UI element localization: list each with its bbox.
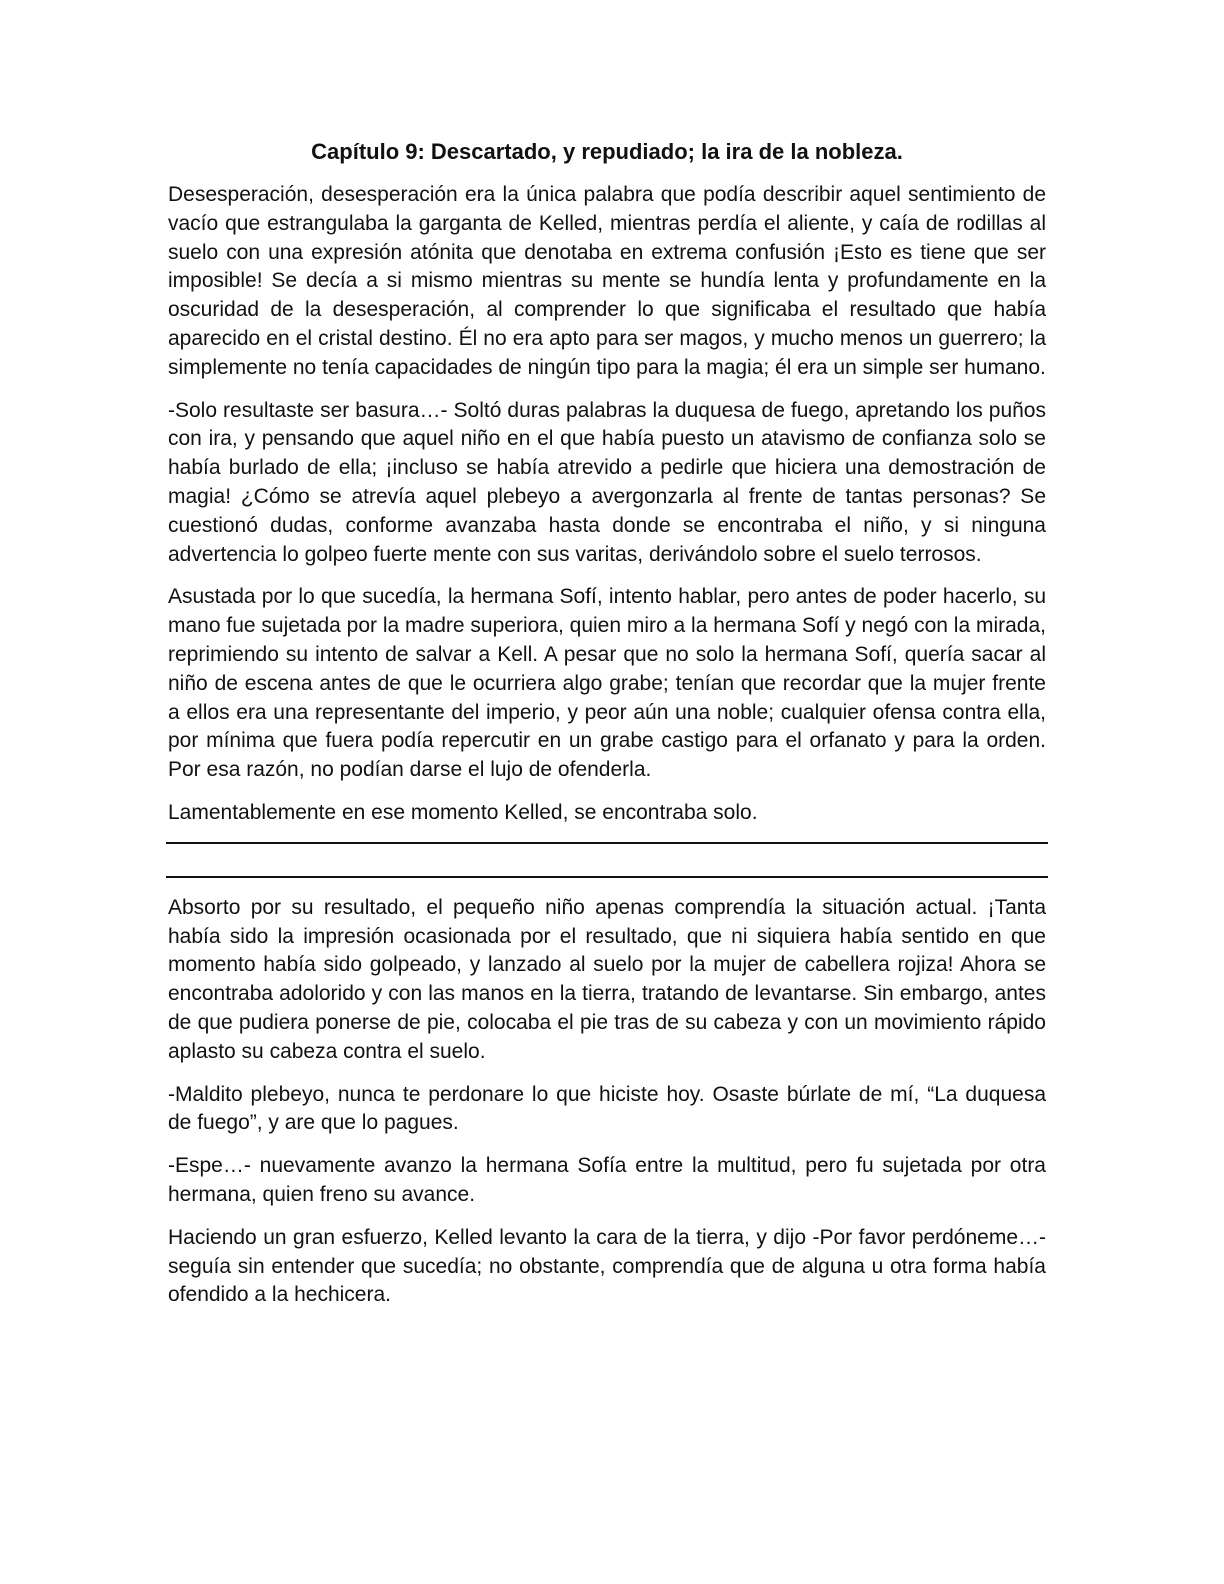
section-divider-bottom bbox=[166, 876, 1048, 878]
paragraph: -Maldito plebeyo, nunca te perdonare lo que hiciste hoy. Osaste búrlate de mí, “La duquesa de fuego”, y are que lo pagues. bbox=[168, 1082, 1046, 1135]
document-page bbox=[168, 138, 1046, 1324]
paragraph: Desesperación, desesperación era la única palabra que podía describir aquel sentimiento de vacío que estrangulaba la garganta de Kelled, mientras perdía el aliente, y caía de rodillas al suelo con una expresión atónita que denotaba en extrema confusión ¡Esto es tiene que ser imposible! Se decía a si mismo mientras su mente se hundía lenta y profundamente en la oscuridad de la desesperación, al comprender lo que significaba el resultado que había aparecido en el cristal destino. Él no era apto para ser magos, y mucho menos un guerrero; la simplemente no tenía capacidades de ningún tipo para la magia; él era un simple ser humano. bbox=[168, 183, 1046, 379]
paragraph: -Espe…- nuevamente avanzo la hermana Sofía entre la multitud, pero fu sujetada por otra hermana, quien freno su avance. bbox=[168, 1154, 1046, 1206]
paragraph: -Solo resultaste ser basura…- Soltó duras palabras la duquesa de fuego, apretando los puños con ira, y pensando que aquel niño en el que había puesto un atavismo de confianza solo se había burlado de ella; ¡incluso se había atrevido a pedirle que hiciera una demostración de magia! ¿Cómo se atrevía aquel plebeyo a avergonzarla al frente de tantas personas? Se cuestionó dudas, conforme avanzaba hasta donde se encontraba el niño, y si ninguna advertencia lo golpeo fuerte mente con sus varitas, derivándolo sobre el suelo terrosos. bbox=[168, 398, 1046, 566]
paragraph: Lamentablemente en ese momento Kelled, se encontraba solo. bbox=[168, 800, 758, 824]
paragraph: Haciendo un gran esfuerzo, Kelled levanto la cara de la tierra, y dijo -Por favor perdóneme…- seguía sin entender que sucedía; no obstante, comprendía que de alguna u otra forma había ofendido a la hechicera. bbox=[168, 1225, 1046, 1307]
paragraph: Absorto por su resultado, el pequeño niño apenas comprendía la situación actual. ¡Tanta había sido la impresión ocasionada por el resultado, que ni siquiera había sentido en que momento había sido golpeado, y lanzado al suelo por la mujer de cabellera rojiza! Ahora se encontraba adolorido y con las manos en la tierra, tratando de levantarse. Sin embargo, antes de que pudiera ponerse de pie, colocaba el pie tras de su cabeza y con un movimiento rápido aplasto su cabeza contra el suelo. bbox=[168, 895, 1046, 1063]
section-divider-top bbox=[166, 842, 1048, 844]
chapter-title: Capítulo 9: Descartado, y repudiado; la ira de la nobleza. bbox=[311, 139, 903, 164]
paragraph: Asustada por lo que sucedía, la hermana Sofí, intento hablar, pero antes de poder hacerlo, su mano fue sujetada por la madre superiora, quien miro a la hermana Sofí y negó con la mirada, reprimiendo su intento de salvar a Kell. A pesar que no solo la hermana Sofí, quería sacar al niño de escena antes de que le ocurriera algo grabe; tenían que recordar que la mujer frente a ellos era una representante del imperio, y peor aún una noble; cualquier ofensa contra ella, por mínima que fuera podía repercutir en un grabe castigo para el orfanato y para la orden. Por esa razón, no podían darse el lujo de ofenderla. bbox=[168, 585, 1046, 782]
